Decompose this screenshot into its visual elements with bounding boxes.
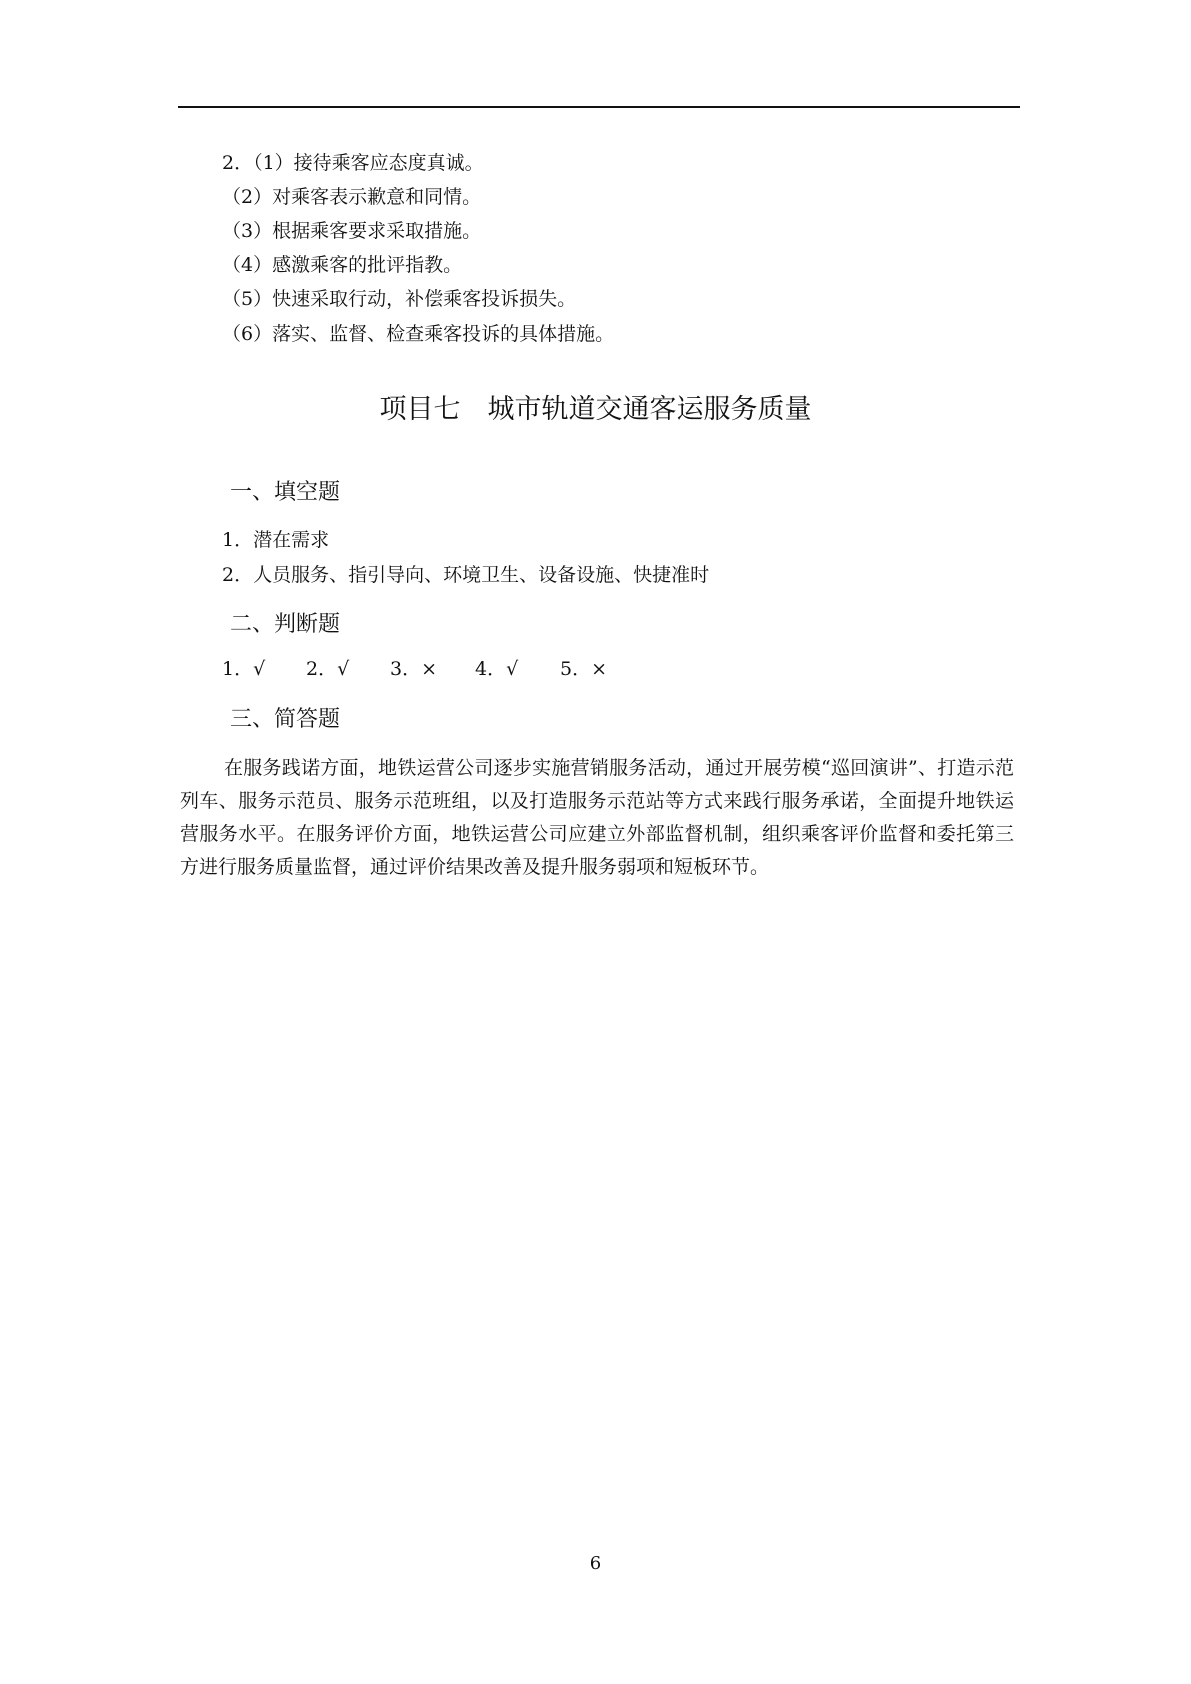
judge-answer: 3．× <box>390 658 438 680</box>
answer-line: （5）快速采取行动，补偿乘客投诉损失。 <box>222 288 577 310</box>
answer-line: （6）落实、监督、检查乘客投诉的具体措施。 <box>222 323 615 345</box>
judge-answer: 2．√ <box>306 658 350 680</box>
answer-line: （4）感激乘客的批评指教。 <box>222 254 463 276</box>
short-answer-paragraph: 在服务践诺方面，地铁运营公司逐步实施营销服务活动，通过开展劳模“巡回演讲”、打造示范列车、服务示范员、服务示范班组，以及打造服务示范站等方式来践行服务承诺，全面提升地铁运营服务水平。在服务评价方面，地铁运营公司应建立外部监督机制，组织乘客评价监督和委托第三方进行服务质量监督，通过评价结果改善及提升服务弱项和短板环节。 <box>180 757 1014 878</box>
fill-answer: 2．人员服务、指引导向、环境卫生、设备设施、快捷准时 <box>222 564 710 586</box>
section-heading-judge: 二、判断题 <box>230 612 341 637</box>
judge-answer: 4．√ <box>475 658 519 680</box>
project-title: 项目七 城市轨道交通客运服务质量 <box>379 394 812 425</box>
section-heading-fill: 一、填空题 <box>230 480 341 505</box>
section-heading-short: 三、简答题 <box>230 707 341 732</box>
answer-line: （3）根据乘客要求采取措施。 <box>222 220 482 242</box>
judge-answer: 1．√ <box>222 658 266 680</box>
fill-answer: 1．潜在需求 <box>222 529 330 551</box>
answer-line: （2）对乘客表示歉意和同情。 <box>222 186 482 208</box>
page-number: 6 <box>589 1553 602 1574</box>
answer-line: 2．（1）接待乘客应态度真诚。 <box>222 152 484 174</box>
judge-answer: 5．× <box>560 658 608 680</box>
header-rule <box>178 106 1020 108</box>
